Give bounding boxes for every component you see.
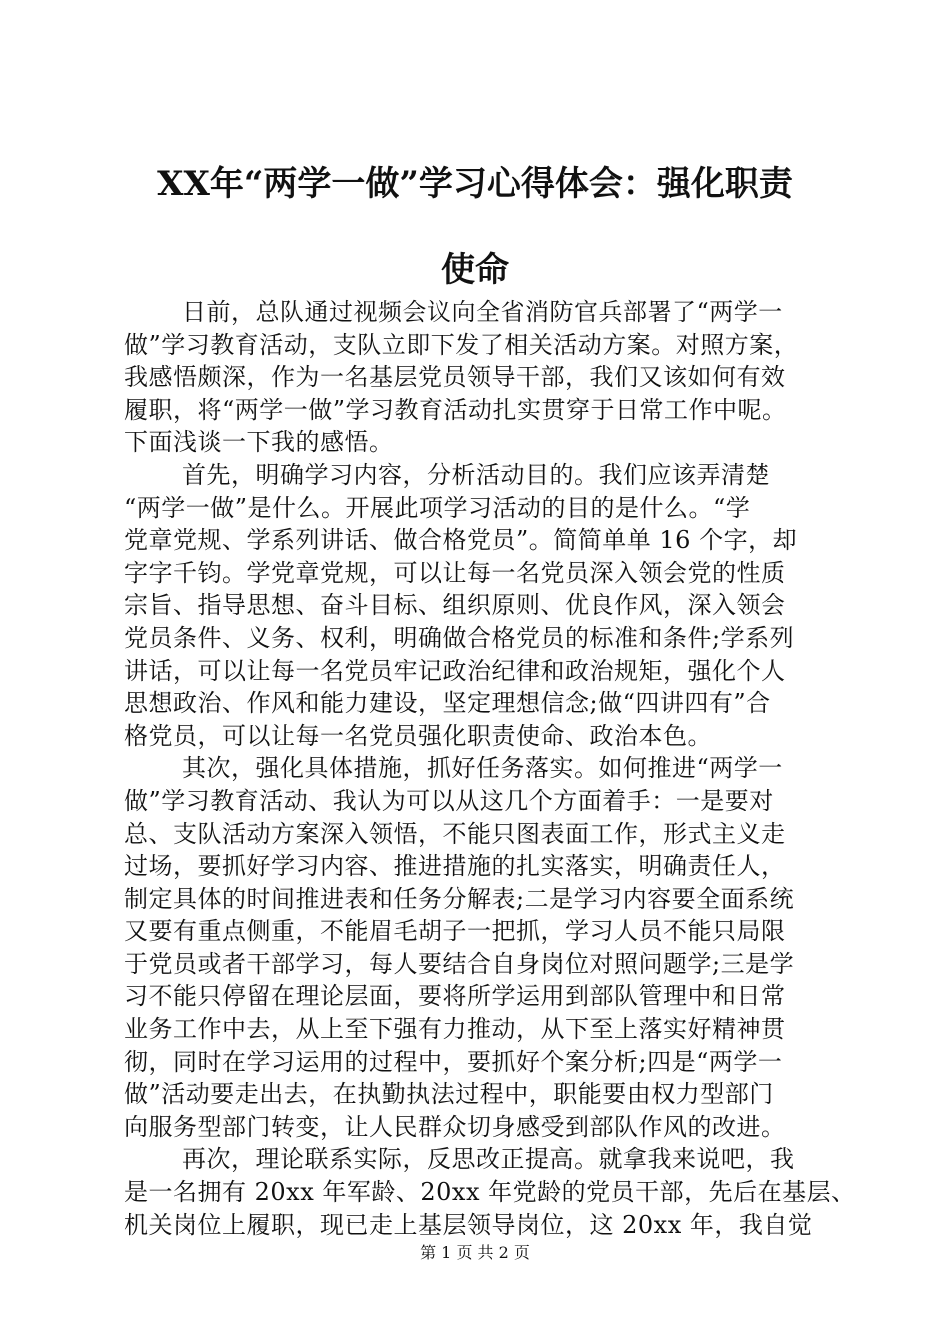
paragraph-line: 日前，总队通过视频会议向全省消防官兵部署了“两学一: [182, 298, 783, 326]
paragraph-line: 思想政治、作风和能力建设，坚定理想信念;做“四讲四有”合: [124, 689, 771, 718]
paragraph-line: 我感悟颇深，作为一名基层党员领导干部，我们又该如何有效: [124, 363, 786, 392]
paragraph-line: 做”学习教育活动，支队立即下发了相关活动方案。对照方案，: [124, 330, 799, 359]
paragraph-line: 总、支队活动方案深入领悟，不能只图表面工作，形式主义走: [124, 819, 786, 848]
paragraph-line: 制定具体的时间推进表和任务分解表;二是学习内容要全面系统: [124, 884, 795, 913]
paragraph-line: 向服务型部门转变，让人民群众切身感受到部队作风的改进。: [124, 1112, 786, 1141]
paragraph-line: 业务工作中去，从上至下强有力推动，从下至上落实好精神贯: [124, 1015, 786, 1044]
paragraph-line: 机关岗位上履职，现已走上基层领导岗位，这 20xx 年，我自觉: [124, 1210, 813, 1239]
paragraph-line: 首先，明确学习内容，分析活动目的。我们应该弄清楚: [182, 460, 770, 489]
page-footer: 第 1 页 共 2 页: [420, 1243, 530, 1262]
paragraph-line: 宗旨、指导思想、奋斗目标、组织原则、优良作风，深入领会: [124, 591, 786, 620]
paragraph-line: 其次，强化具体措施，抓好任务落实。如何推进“两学一: [182, 754, 783, 783]
document-body: [124, 296, 856, 1241]
paragraph-line: 做”活动要走出去，在执勤执法过程中，职能要由权力型部门: [124, 1080, 774, 1109]
paragraph-line: 彻，同时在学习运用的过程中，要抓好个案分析;四是“两学一: [124, 1047, 783, 1076]
paragraph-line: 下面浅谈一下我的感悟。: [124, 428, 394, 457]
paragraph-line: 又要有重点侧重，不能眉毛胡子一把抓，学习人员不能只局限: [124, 917, 786, 946]
paragraph-line: 是一名拥有 20xx 年军龄、20xx 年党龄的党员干部，先后在基层、: [124, 1178, 856, 1207]
paragraph-line: 过场，要抓好学习内容、推进措施的扎实落实，明确责任人，: [124, 852, 786, 881]
paragraph-line: “两学一做”是什么。开展此项学习活动的目的是什么。“学: [124, 493, 751, 522]
document-title-line-2: 使命: [441, 250, 509, 290]
document-title-line-1: XX年“两学一做”学习心得体会：强化职责: [157, 164, 793, 204]
paragraph-line: 习不能只停留在理论层面，要将所学运用到部队管理中和日常: [124, 982, 786, 1011]
paragraph-line: 格党员，可以让每一名党员强化职责使命、政治本色。: [124, 721, 712, 750]
paragraph-line: 履职，将“两学一做”学习教育活动扎实贯穿于日常工作中呢。: [124, 395, 787, 424]
paragraph-line: 做”学习教育活动、我认为可以从这几个方面着手：一是要对: [124, 786, 774, 815]
paragraph-line: 讲话，可以让每一名党员牢记政治纪律和政治规矩，强化个人: [124, 656, 786, 685]
paragraph-line: 再次，理论联系实际，反思改正提高。就拿我来说吧，我: [182, 1145, 795, 1174]
paragraph-line: 党员条件、义务、权利，明确做合格党员的标准和条件;学系列: [124, 623, 795, 652]
paragraph-line: 党章党规、学系列讲话、做合格党员”。简简单单 16 个字，却: [124, 526, 798, 555]
paragraph-line: 字字千钧。学党章党规，可以让每一名党员深入领会党的性质: [124, 558, 786, 587]
paragraph-line: 于党员或者干部学习，每人要结合自身岗位对照问题学;三是学: [124, 949, 795, 978]
